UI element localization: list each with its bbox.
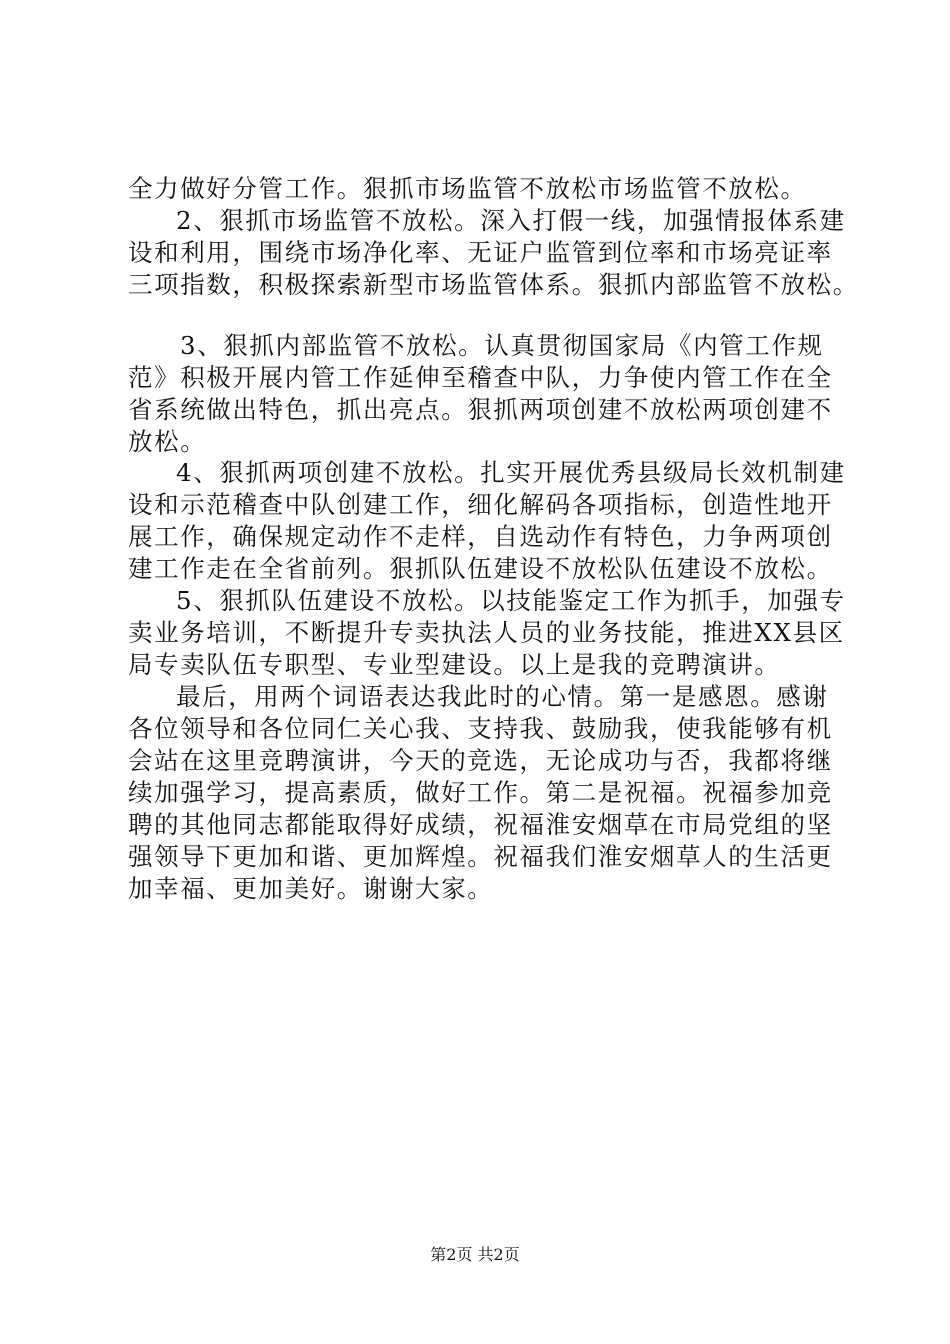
text-line: 卖业务培训，不断提升专卖执法人员的业务技能，推进XX县区 — [128, 618, 845, 647]
text-line: 三项指数，积极探索新型市场监管体系。狠抓内部监管不放松。 — [128, 270, 859, 299]
text-line: 5、狠抓队伍建设不放松。以技能鉴定工作为抓手，加强专 — [176, 586, 846, 615]
text-line: 设和示范稽查中队创建工作，细化解码各项指标，创造性地开 — [128, 490, 833, 519]
text-line: 放松。 — [128, 427, 207, 456]
text-line: 4、狠抓两项创建不放松。扎实开展优秀县级局长效机制建 — [176, 458, 846, 487]
text-line: 设和利用，围绕市场净化率、无证户监管到位率和市场亮证率 — [128, 238, 833, 267]
text-line: 加幸福、更加美好。谢谢大家。 — [128, 874, 494, 903]
text-line: 展工作，确保规定动作不走样，自选动作有特色，力争两项创 — [128, 522, 833, 551]
text-line: 续加强学习，提高素质，做好工作。第二是祝福。祝福参加竞 — [128, 778, 833, 807]
text-line: 局专卖队伍专职型、专业型建设。以上是我的竞聘演讲。 — [128, 650, 781, 679]
text-line: 范》积极开展内管工作延伸至稽查中队，力争使内管工作在全 — [128, 363, 833, 392]
text-line: 全力做好分管工作。狠抓市场监管不放松市场监管不放松。 — [128, 174, 807, 203]
text-line: 建工作走在全省前列。狠抓队伍建设不放松队伍建设不放松。 — [128, 554, 833, 583]
text-line: 强领导下更加和谐、更加辉煌。祝福我们淮安烟草人的生活更 — [128, 842, 833, 871]
text-line: 最后，用两个词语表达我此时的心情。第一是感恩。感谢 — [176, 682, 829, 711]
page-footer: 第2页 共2页 — [430, 1245, 520, 1264]
text-line: 聘的其他同志都能取得好成绩，祝福淮安烟草在市局党组的坚 — [128, 810, 833, 839]
text-line: 各位领导和各位同仁关心我、支持我、鼓励我，使我能够有机 — [128, 714, 833, 743]
text-line: 2、狠抓市场监管不放松。深入打假一线，加强情报体系建 — [176, 206, 846, 235]
text-line: 3、狠抓内部监管不放松。认真贯彻国家局《内管工作规 — [180, 331, 824, 360]
text-line: 会站在这里竞聘演讲，今天的竞选，无论成功与否，我都将继 — [128, 746, 833, 775]
text-line: 省系统做出特色，抓出亮点。狠抓两项创建不放松两项创建不 — [128, 395, 833, 424]
